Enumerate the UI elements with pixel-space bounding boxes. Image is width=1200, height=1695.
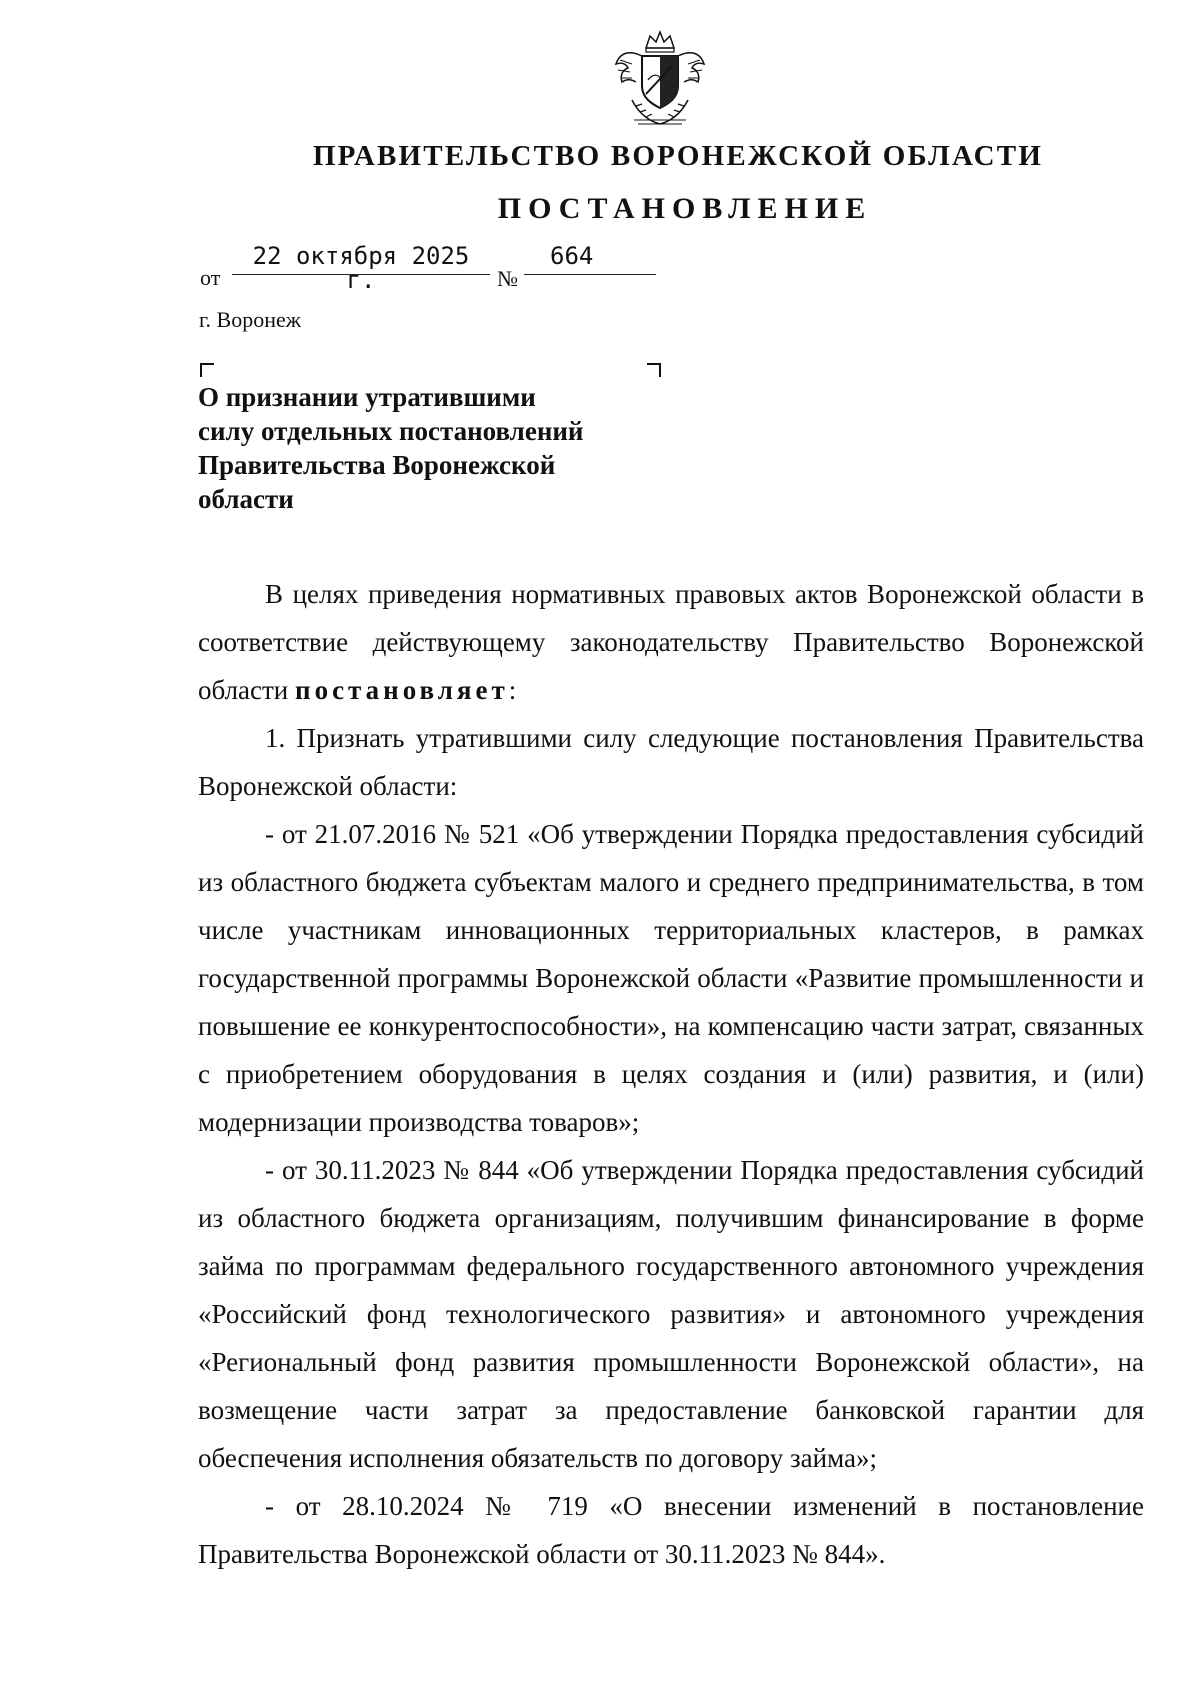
title-line: Правительства Воронежской [198, 450, 556, 480]
document-date: 22 октября 2025 г. [232, 244, 490, 275]
repealed-act-item: - от 28.10.2024 № 719 «О внесении изменений в постановление Правительства Воронежской области от 30.11.2023 № 844». [198, 1491, 1144, 1569]
document-number: 664 [550, 242, 594, 270]
city: г. Воронеж [199, 307, 301, 332]
date-prefix-label: от [200, 265, 221, 290]
title-line: области [198, 484, 294, 514]
decree-word: постановляет [295, 675, 509, 705]
document-body [198, 570, 1144, 1578]
item-paragraph: 1. Признать утратившими силу следующие постановления Правительства Воронежской области: [198, 723, 1144, 801]
repealed-act-item: - от 21.07.2016 № 521 «Об утверждении Порядка предоставления субсидий из областного бюджета субъектам малого и среднего предпринимательства, в том числе участникам инновационных территориальных кластеров, в рамках государственной программы Воронежской области «Развитие промышленности и повышение ее конкурентоспособности», на компенсацию части затрат, связанных с приобретением оборудования в целях создания и (или) развития, и (или) модернизации производства товаров»; [198, 819, 1144, 1137]
title-line: силу отдельных постановлений [198, 416, 584, 446]
document-title [198, 380, 658, 516]
title-line: О признании утратившими [198, 382, 536, 412]
number-label: № [497, 266, 518, 291]
preamble-end: : [508, 675, 517, 705]
coat-of-arms-icon [612, 30, 708, 128]
preamble-text: В целях приведения нормативных правовых актов Воронежской области в соответствие действующему законодательству Правительство Воронежской области [198, 579, 1144, 705]
document-number-field [524, 244, 656, 275]
organization-name: ПРАВИТЕЛЬСТВО ВОРОНЕЖСКОЙ ОБЛАСТИ [312, 140, 1044, 172]
repealed-act-item: - от 30.11.2023 № 844 «Об утверждении Порядка предоставления субсидий из областного бюджета организациям, получившим финансирование в форме займа по программам федерального государственного автономного учреждения «Российский фонд технологического развития» и автономного учреждения «Региональный фонд развития промышленности Воронежской области», на возмещение части затрат за предоставление банковской гарантии для обеспечения исполнения обязательств по договору займа»; [198, 1155, 1144, 1473]
document-type: ПОСТАНОВЛЕНИЕ [497, 192, 873, 225]
title-corner-left [200, 363, 214, 377]
preamble-paragraph [198, 570, 1144, 714]
title-corner-right [647, 363, 661, 377]
